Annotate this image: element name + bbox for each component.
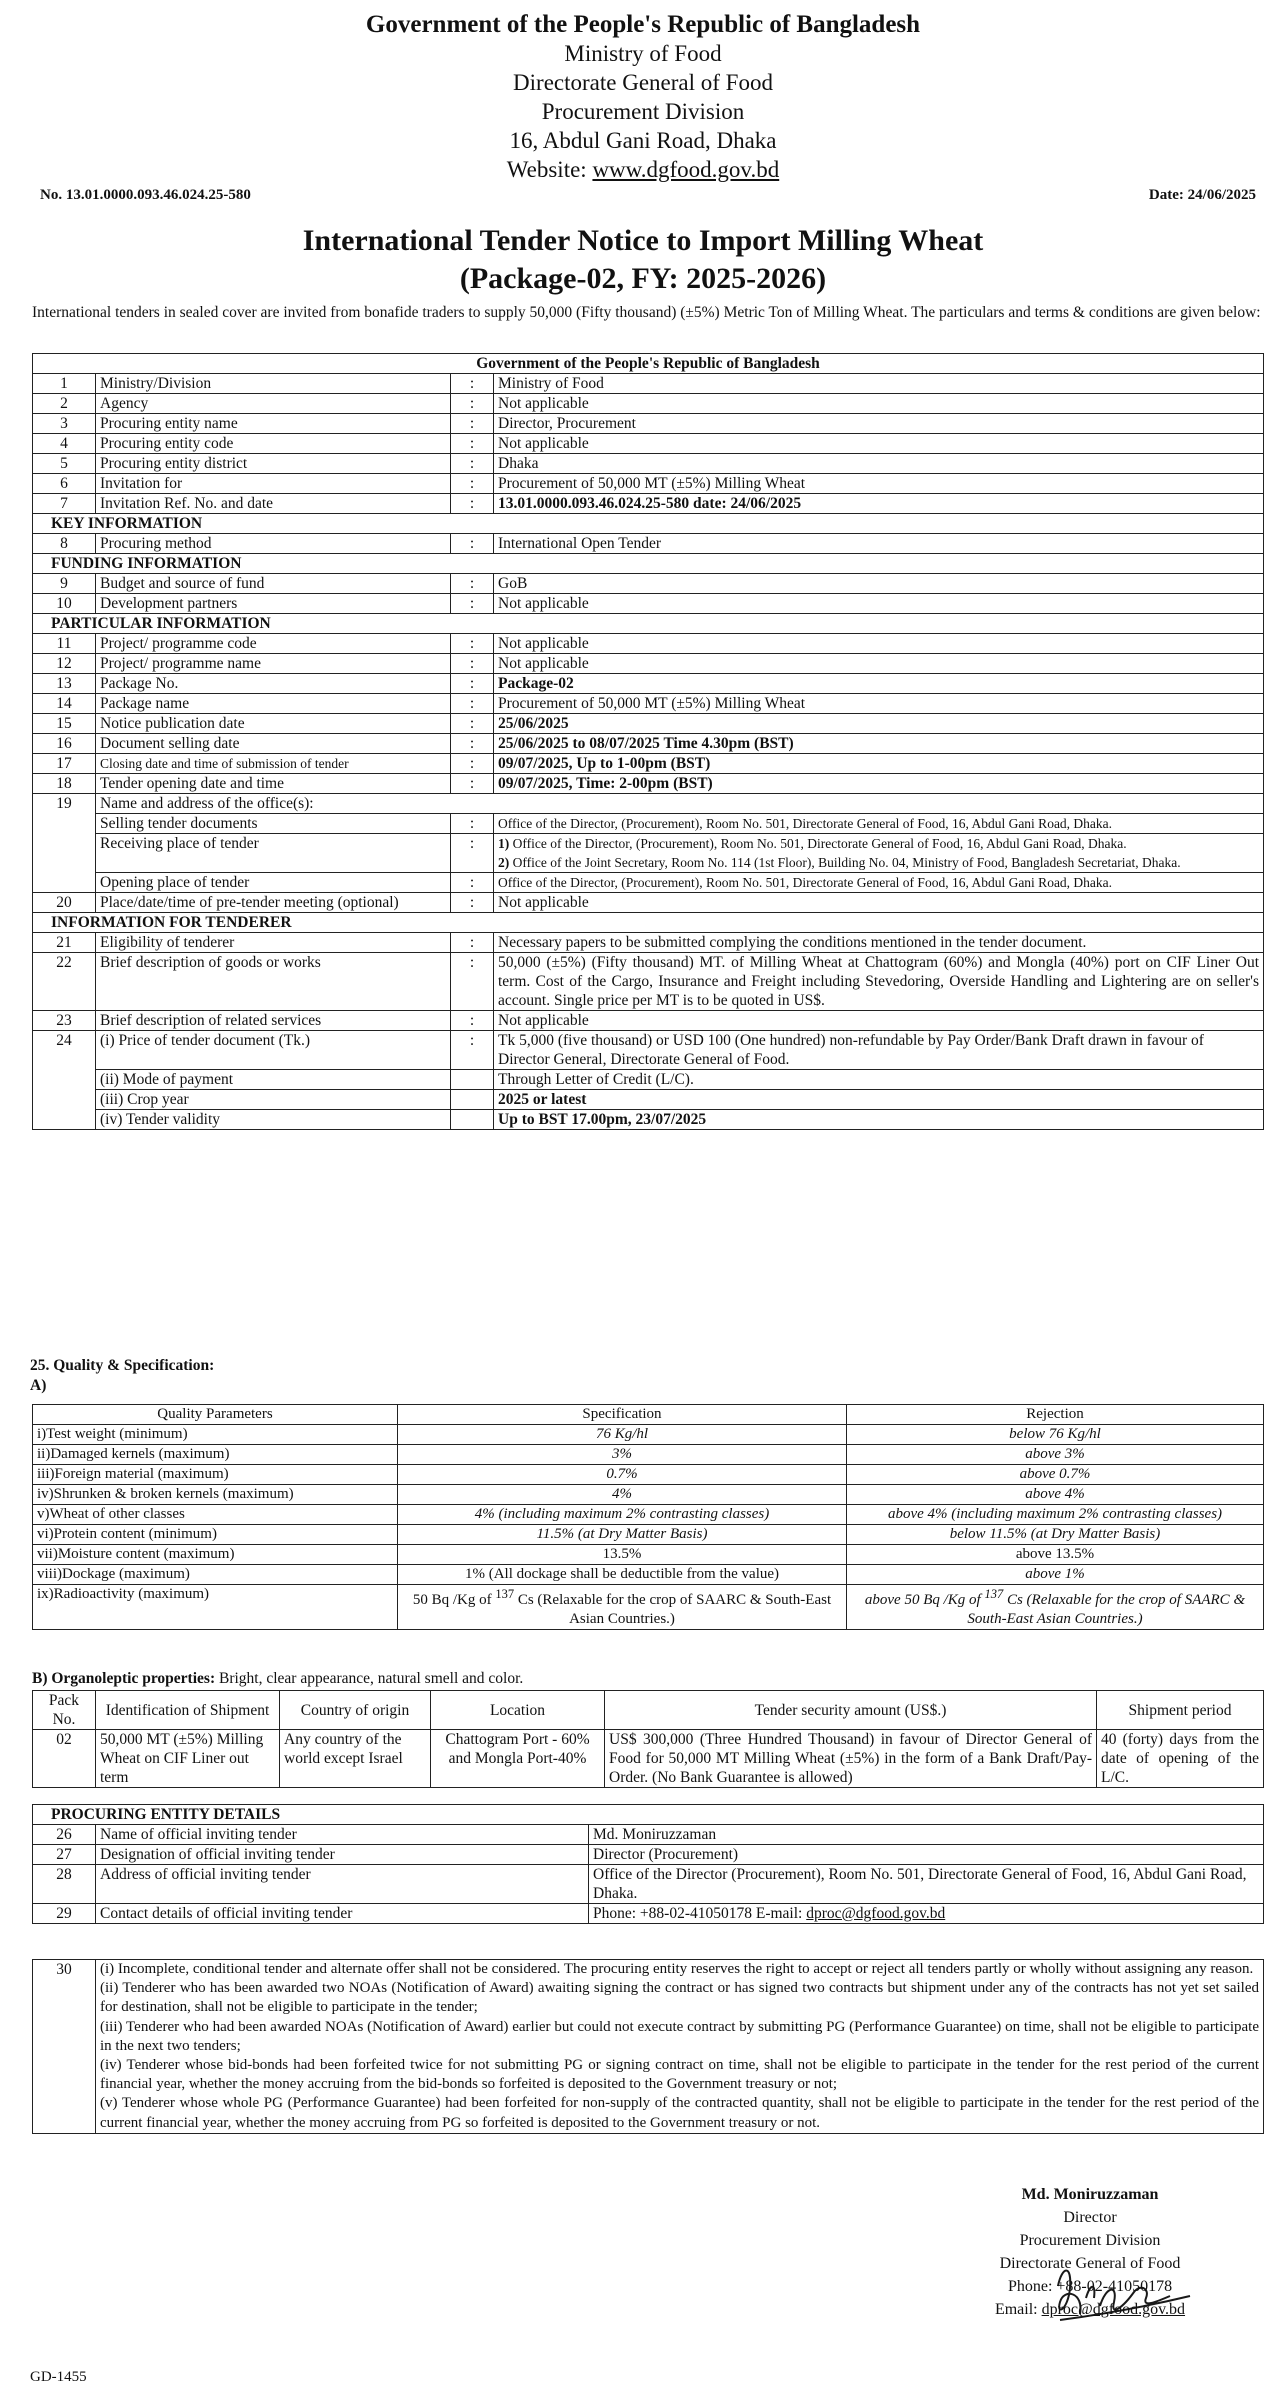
row-number: 11: [33, 634, 96, 654]
website-line: [0, 155, 1286, 184]
row-colon: :: [451, 834, 494, 873]
row-number: 13: [33, 674, 96, 694]
receiving-2-text: Office of the Joint Secretary, Room No. 114 (1st Floor), Building No. 04, Ministry of Food, Bangladesh Secretariat, Dhaka.: [509, 855, 1181, 870]
mode-of-payment-value: Through Letter of Credit (L/C).: [494, 1070, 1264, 1090]
row-number: 16: [33, 734, 96, 754]
condition-item: (v) Tenderer whose whole PG (Performance Guarantee) had been forfeited for non-supply of the contracted quantity, shall not be eligible to participate in the tender for the rest period of the current financial year, whether the money accruing from PG so forfeited is deposited to the Government treasury or not.: [100, 2095, 1259, 2131]
row-value: Tk 5,000 (five thousand) or USD 100 (One hundred) non-refundable by Pay Order/Bank Draft drawn in favour of Director General, Directorate General of Food.: [494, 1031, 1264, 1070]
receiving-1-num: 1): [498, 836, 510, 851]
row-value: Md. Moniruzzaman: [589, 1825, 1264, 1845]
row-colon: :: [451, 1031, 494, 1070]
row-colon: :: [451, 654, 494, 674]
signatory-phone: Phone: +88-02-41050178: [1007, 2278, 1173, 2295]
quality-spec: 4% (including maximum 2% contrasting classes): [398, 1505, 847, 1525]
ph-location: Location: [431, 1691, 605, 1730]
quality-spec: [398, 1585, 847, 1630]
signatory-org: Directorate General of Food: [999, 2255, 1181, 2272]
row-value: Not applicable: [494, 394, 1264, 414]
table-row: [33, 754, 1264, 774]
row-number: 24: [33, 1031, 96, 1130]
pack-ident: 50,000 MT (±5%) Milling Wheat on CIF Liner out term: [96, 1730, 280, 1788]
quality-header-row: [33, 1405, 1264, 1425]
row-colon: :: [451, 953, 494, 1011]
row-number: 6: [33, 474, 96, 494]
row-colon: :: [451, 534, 494, 554]
package-header-row: [33, 1691, 1264, 1730]
row-30-number: 30: [33, 1960, 96, 2134]
row-number: 23: [33, 1011, 96, 1031]
quality-reject: below 76 Kg/hl: [847, 1425, 1264, 1445]
table-row: [33, 494, 1264, 514]
letterhead: [0, 0, 1286, 184]
ph-security: Tender security amount (US$.): [605, 1691, 1097, 1730]
row-number: 7: [33, 494, 96, 514]
office-address: 16, Abdul Gani Road, Dhaka: [509, 128, 777, 153]
quality-param: ii)Damaged kernels (maximum): [33, 1445, 398, 1465]
row-value: 13.01.0000.093.46.024.25-580 date: 24/06/2025: [494, 494, 1264, 514]
row-value: Dhaka: [494, 454, 1264, 474]
receiving-1-text: Office of the Director, (Procurement), Room No. 501, Directorate General of Food, 16, Abdul Gani Road, Dhaka.: [509, 836, 1127, 851]
table-row: [33, 374, 1264, 394]
organoleptic-label: B) Organoleptic properties:: [32, 1670, 216, 1687]
contact-email[interactable]: dproc@dgfood.gov.bd: [806, 1905, 946, 1922]
row-number: 17: [33, 754, 96, 774]
row-label: Project/ programme name: [96, 654, 451, 674]
crop-year-row: [33, 1090, 1264, 1110]
quality-reject: [847, 1585, 1264, 1630]
procuring-heading: PROCURING ENTITY DETAILS: [33, 1805, 1264, 1825]
footer-code: GD-1455: [30, 2369, 87, 2385]
row-label: Package No.: [96, 674, 451, 694]
quality-reject: below 11.5% (at Dry Matter Basis): [847, 1525, 1264, 1545]
row-number: 21: [33, 933, 96, 953]
row-value: International Open Tender: [494, 534, 1264, 554]
contact-phone: Phone: +88-02-41050178 E-mail:: [593, 1905, 807, 1922]
row-number: 10: [33, 594, 96, 614]
table-row: [33, 634, 1264, 654]
row-number: 18: [33, 774, 96, 794]
pack-security: US$ 300,000 (Three Hundred Thousand) in favour of Director General of Food for 50,000 MT Milling Wheat (±5%) in the form of a Bank Draft/Pay-Order. (No Bank Guarantee is allowed): [605, 1730, 1097, 1788]
selling-tender-documents-row: [33, 814, 1264, 834]
opening-place-label: Opening place of tender: [96, 873, 451, 893]
row-number: 19: [33, 794, 96, 893]
tender-particulars-table: [32, 353, 1264, 1130]
row-colon: :: [451, 454, 494, 474]
radio-isotope: 137: [495, 1587, 515, 1601]
package-row: [33, 1730, 1264, 1788]
quality-param: vii)Moisture content (maximum): [33, 1545, 398, 1565]
radio-pre: above 50 Bq /Kg of: [864, 1592, 985, 1608]
crop-year-value: 2025 or latest: [494, 1090, 1264, 1110]
row-colon: :: [451, 494, 494, 514]
division-name: Procurement Division: [541, 99, 745, 124]
row-number: 14: [33, 694, 96, 714]
quality-spec-table: [32, 1404, 1264, 1630]
row-number: 29: [33, 1904, 96, 1924]
row-value: Not applicable: [494, 893, 1264, 913]
signatory-email[interactable]: dproc@dgfood.gov.bd: [1041, 2301, 1186, 2318]
row-number: 2: [33, 394, 96, 414]
conditions-table: [32, 1959, 1264, 2134]
quality-param: vi)Protein content (minimum): [33, 1525, 398, 1545]
pack-no: 02: [33, 1730, 96, 1788]
row-value: Office of the Director (Procurement), Room No. 501, Directorate General of Food, 16, Abdul Gani Road, Dhaka.: [589, 1865, 1264, 1904]
funding-info-heading: FUNDING INFORMATION: [33, 554, 1264, 574]
quality-reject: above 4%: [847, 1485, 1264, 1505]
table-row: [33, 654, 1264, 674]
row-label: (i) Price of tender document (Tk.): [96, 1031, 451, 1070]
procuring-row: [33, 1865, 1264, 1904]
quality-param: ix)Radioactivity (maximum): [33, 1585, 398, 1630]
tender-validity-row: [33, 1110, 1264, 1130]
package-table: [32, 1690, 1264, 1788]
row-colon: :: [451, 933, 494, 953]
row-colon: :: [451, 374, 494, 394]
table-row: [33, 474, 1264, 494]
signature-block: [920, 2183, 1260, 2321]
row-number: 20: [33, 893, 96, 913]
row-19: [33, 794, 1264, 814]
tender-validity-value: Up to BST 17.00pm, 23/07/2025: [494, 1110, 1264, 1130]
table-row: [33, 953, 1264, 1011]
receiving-2-num: 2): [498, 855, 510, 870]
procuring-row: [33, 1845, 1264, 1865]
row-value: Necessary papers to be submitted complying the conditions mentioned in the tender document.: [494, 933, 1264, 953]
quality-param: i)Test weight (minimum): [33, 1425, 398, 1445]
notice-title: [0, 222, 1286, 298]
quality-row: [33, 1425, 1264, 1445]
quality-heading: [30, 1356, 214, 1396]
table-row: [33, 1011, 1264, 1031]
row-value: Not applicable: [494, 1011, 1264, 1031]
email-label: Email:: [994, 2301, 1042, 2318]
quality-row: [33, 1565, 1264, 1585]
tenderer-info-heading-row: [33, 913, 1264, 933]
selling-tender-documents-value: Office of the Director, (Procurement), Room No. 501, Directorate General of Food, 16, Abdul Gani Road, Dhaka.: [494, 814, 1264, 834]
row-label: Budget and source of fund: [96, 574, 451, 594]
row-label: Document selling date: [96, 734, 451, 754]
ph-ident: Identification of Shipment: [96, 1691, 280, 1730]
crop-year-label: (iii) Crop year: [96, 1090, 451, 1110]
particular-info-heading: PARTICULAR INFORMATION: [33, 614, 1264, 634]
receiving-office-1: [498, 834, 1259, 853]
row-label: Package name: [96, 694, 451, 714]
procuring-entity-table: [32, 1804, 1264, 1924]
row-value: 25/06/2025 to 08/07/2025 Time 4.30pm (BST): [494, 734, 1264, 754]
table-banner-row: [33, 354, 1264, 374]
row-colon: :: [451, 414, 494, 434]
row-value: Procurement of 50,000 MT (±5%) Milling Wheat: [494, 694, 1264, 714]
procuring-heading-row: [33, 1805, 1264, 1825]
row-label: Procuring entity district: [96, 454, 451, 474]
row-number: 27: [33, 1845, 96, 1865]
table-row: [33, 594, 1264, 614]
row-number: 3: [33, 414, 96, 434]
row-label: Place/date/time of pre-tender meeting (optional): [96, 893, 451, 913]
quality-spec: 3%: [398, 1445, 847, 1465]
row-number: 12: [33, 654, 96, 674]
particular-info-heading-row: [33, 614, 1264, 634]
row-colon: :: [451, 754, 494, 774]
signatory-email-line: [920, 2298, 1260, 2321]
row-label: Brief description of related services: [96, 1011, 451, 1031]
table-row: [33, 734, 1264, 754]
quality-spec: 13.5%: [398, 1545, 847, 1565]
signatory-title: Director: [1063, 2209, 1117, 2226]
quality-row: [33, 1445, 1264, 1465]
tender-validity-label: (iv) Tender validity: [96, 1110, 451, 1130]
radio-post: Cs (Relaxable for the crop of SAARC & South-East Asian Countries.): [514, 1592, 832, 1627]
table-row: [33, 694, 1264, 714]
row-value: 09/07/2025, Time: 2-00pm (BST): [494, 774, 1264, 794]
row-value: Ministry of Food: [494, 374, 1264, 394]
row-colon: :: [451, 774, 494, 794]
row-colon: :: [451, 734, 494, 754]
title-line-2: (Package-02, FY: 2025-2026): [459, 262, 827, 295]
ph-country: Country of origin: [280, 1691, 431, 1730]
quality-row: [33, 1505, 1264, 1525]
ministry-name: Ministry of Food: [564, 41, 722, 66]
condition-item: (ii) Tenderer who has been awarded two NOAs (Notification of Award) awaiting signing the contract or has signed two contracts but shipment under any of the contracts has not yet set sailed for destination, shall not be eligible to participate in the tender;: [100, 1980, 1259, 2016]
quality-reject: above 4% (including maximum 2% contrasting classes): [847, 1505, 1264, 1525]
qh-reject: Rejection: [847, 1405, 1264, 1425]
empty-cell: [451, 1070, 494, 1090]
row-label: Invitation Ref. No. and date: [96, 494, 451, 514]
row-colon: :: [451, 714, 494, 734]
key-info-heading-row: [33, 514, 1264, 534]
empty-cell: [451, 1110, 494, 1130]
selling-tender-documents-label: Selling tender documents: [96, 814, 451, 834]
row-value: Director (Procurement): [589, 1845, 1264, 1865]
row-label: Contact details of official inviting tender: [96, 1904, 589, 1924]
memo-number: No. 13.01.0000.093.46.024.25-580: [40, 187, 251, 203]
qh-spec: Specification: [398, 1405, 847, 1425]
row-number: 15: [33, 714, 96, 734]
organoleptic-text: Bright, clear appearance, natural smell and color.: [215, 1670, 524, 1687]
row-value: Not applicable: [494, 654, 1264, 674]
row-label: Address of official inviting tender: [96, 1865, 589, 1904]
row-label: Development partners: [96, 594, 451, 614]
table-row: [33, 534, 1264, 554]
quality-row: [33, 1465, 1264, 1485]
row-colon: :: [451, 674, 494, 694]
row-value: 25/06/2025: [494, 714, 1264, 734]
row-colon: :: [451, 893, 494, 913]
row-colon: :: [451, 1011, 494, 1031]
row-colon: :: [451, 694, 494, 714]
receiving-place-value: [494, 834, 1264, 873]
row-value: Not applicable: [494, 634, 1264, 654]
row-label: Procuring entity name: [96, 414, 451, 434]
intro-paragraph: International tenders in sealed cover are invited from bonafide traders to supply 50,000 (Fifty thousand) (±5%) Metric Ton of Milling Wheat. The particulars and terms & conditions are given below:: [32, 304, 1261, 321]
row-colon: :: [451, 434, 494, 454]
conditions-list: [96, 1960, 1264, 2134]
table-row: [33, 574, 1264, 594]
row-value: [589, 1904, 1264, 1924]
row-value: 50,000 (±5%) (Fifty thousand) MT. of Milling Wheat at Chattogram (60%) and Mongla (40%) port on CIF Liner Out term. Cost of the Cargo, Insurance and Freight including Stevedoring, Overside Handling and Lightering are on seller's account. Single price per MT is to be quoted in US$.: [494, 953, 1264, 1011]
row-label: Tender opening date and time: [96, 774, 451, 794]
quality-param: iii)Foreign material (maximum): [33, 1465, 398, 1485]
receiving-place-label: Receiving place of tender: [96, 834, 451, 873]
quality-reject: above 3%: [847, 1445, 1264, 1465]
table-row: [33, 454, 1264, 474]
pack-location: Chattogram Port - 60% and Mongla Port-40%: [431, 1730, 605, 1788]
row-colon: :: [451, 474, 494, 494]
quality-spec: 0.7%: [398, 1465, 847, 1485]
row-label: Name of official inviting tender: [96, 1825, 589, 1845]
quality-row: [33, 1545, 1264, 1565]
quality-spec: 4%: [398, 1485, 847, 1505]
row-label: Agency: [96, 394, 451, 414]
signatory-name: Md. Moniruzzaman: [1021, 2186, 1159, 2203]
receiving-place-row: [33, 834, 1264, 873]
row-label: Designation of official inviting tender: [96, 1845, 589, 1865]
row-value: Director, Procurement: [494, 414, 1264, 434]
row-colon: :: [451, 873, 494, 893]
table-row: [33, 893, 1264, 913]
radio-post: Cs (Relaxable for the crop of SAARC & South-East Asian Countries.): [967, 1592, 1246, 1627]
organoleptic-line: [32, 1670, 523, 1688]
quality-spec: 76 Kg/hl: [398, 1425, 847, 1445]
row-number: 8: [33, 534, 96, 554]
opening-place-row: [33, 873, 1264, 893]
tenderer-info-heading: INFORMATION FOR TENDERER: [33, 913, 1264, 933]
row-label: Project/ programme code: [96, 634, 451, 654]
ph-shipment: Shipment period: [1097, 1691, 1264, 1730]
row-label: Eligibility of tenderer: [96, 933, 451, 953]
website-link[interactable]: www.dgfood.gov.bd: [592, 157, 780, 182]
directorate-name: Directorate General of Food: [513, 70, 773, 95]
quality-title: 25. Quality & Specification:: [30, 1357, 215, 1374]
title-line-1: International Tender Notice to Import Milling Wheat: [302, 224, 984, 257]
table-row: [33, 714, 1264, 734]
ph-pack: Pack No.: [33, 1691, 96, 1730]
row-number: 5: [33, 454, 96, 474]
table-row: [33, 774, 1264, 794]
radio-isotope: 137: [984, 1587, 1004, 1601]
row-colon: :: [451, 594, 494, 614]
row-label: Name and address of the office(s):: [96, 794, 1264, 814]
row-number: 26: [33, 1825, 96, 1845]
row-colon: :: [451, 394, 494, 414]
row-number: 22: [33, 953, 96, 1011]
opening-place-value: Office of the Director, (Procurement), Room No. 501, Directorate General of Food, 16, Abdul Gani Road, Dhaka.: [494, 873, 1264, 893]
row-number: 28: [33, 1865, 96, 1904]
row-label: Invitation for: [96, 474, 451, 494]
funding-info-heading-row: [33, 554, 1264, 574]
table-row: [33, 674, 1264, 694]
pack-country: Any country of the world except Israel: [280, 1730, 431, 1788]
condition-item: (i) Incomplete, conditional tender and alternate offer shall not be considered. The procuring entity reserves the right to accept or reject all tenders partly or wholly without assigning any reason.: [100, 1961, 1254, 1977]
quality-sub-a: A): [30, 1377, 47, 1394]
table-row: [33, 394, 1264, 414]
signatory-division: Procurement Division: [1019, 2232, 1161, 2249]
row-label: Notice publication date: [96, 714, 451, 734]
quality-row: [33, 1485, 1264, 1505]
row-colon: :: [451, 814, 494, 834]
quality-spec: 1% (All dockage shall be deductible from the value): [398, 1565, 847, 1585]
table-row: [33, 434, 1264, 454]
row-30: [33, 1960, 1264, 2134]
gov-name: Government of the People's Republic of Bangladesh: [365, 11, 921, 38]
row-24: [33, 1031, 1264, 1070]
row-label: Procuring method: [96, 534, 451, 554]
row-label: Closing date and time of submission of tender: [96, 754, 451, 774]
row-value: GoB: [494, 574, 1264, 594]
quality-row-radioactivity: [33, 1585, 1264, 1630]
row-label: Ministry/Division: [96, 374, 451, 394]
table-row: [33, 414, 1264, 434]
mode-of-payment-row: [33, 1070, 1264, 1090]
quality-param: v)Wheat of other classes: [33, 1505, 398, 1525]
row-number: 4: [33, 434, 96, 454]
quality-param: viii)Dockage (maximum): [33, 1565, 398, 1585]
quality-reject: above 13.5%: [847, 1545, 1264, 1565]
procuring-row-contact: [33, 1904, 1264, 1924]
row-number: 1: [33, 374, 96, 394]
quality-param: iv)Shrunken & broken kernels (maximum): [33, 1485, 398, 1505]
quality-row: [33, 1525, 1264, 1545]
quality-reject: above 1%: [847, 1565, 1264, 1585]
row-label: Procuring entity code: [96, 434, 451, 454]
pack-shipment: 40 (forty) days from the date of opening of the L/C.: [1097, 1730, 1264, 1788]
memo-date: Date: 24/06/2025: [1148, 187, 1256, 203]
condition-item: (iv) Tenderer whose bid-bonds had been forfeited twice for not submitting PG or signing contract on time, shall not be eligible to participate in the tender for the rest period of the current financial year, whether the money accruing from the bid-bonds so forfeited is deposited to the Government treasury or not;: [100, 2057, 1259, 2093]
radio-pre: 50 Bq /Kg of: [412, 1592, 496, 1608]
table-row: [33, 933, 1264, 953]
table-banner: Government of the People's Republic of Bangladesh: [33, 354, 1264, 374]
row-value: Package-02: [494, 674, 1264, 694]
row-number: 9: [33, 574, 96, 594]
website-label: Website:: [506, 157, 593, 182]
mode-of-payment-label: (ii) Mode of payment: [96, 1070, 451, 1090]
condition-item: (iii) Tenderer who had been awarded NOAs (Notification of Award) earlier but could not execute contract by submitting PG (Performance Guarantee) on time, shall not be eligible to participate in the next two tenders;: [100, 2018, 1259, 2054]
reference-line: [40, 187, 1256, 204]
row-value: 09/07/2025, Up to 1-00pm (BST): [494, 754, 1264, 774]
key-info-heading: KEY INFORMATION: [33, 514, 1264, 534]
receiving-office-2: [498, 853, 1259, 872]
qh-param: Quality Parameters: [33, 1405, 398, 1425]
procuring-row: [33, 1825, 1264, 1845]
row-value: Not applicable: [494, 594, 1264, 614]
quality-reject: above 0.7%: [847, 1465, 1264, 1485]
quality-spec: 11.5% (at Dry Matter Basis): [398, 1525, 847, 1545]
row-label: Brief description of goods or works: [96, 953, 451, 1011]
empty-cell: [451, 1090, 494, 1110]
row-value: Procurement of 50,000 MT (±5%) Milling Wheat: [494, 474, 1264, 494]
row-colon: :: [451, 634, 494, 654]
row-colon: :: [451, 574, 494, 594]
row-value: Not applicable: [494, 434, 1264, 454]
